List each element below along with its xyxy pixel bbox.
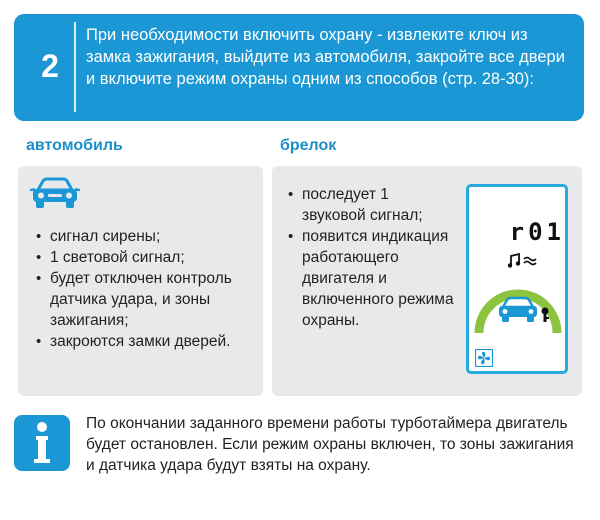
column-title-car: автомобиль [26,137,123,154]
list-item: • будет отключен контроль датчика удара, и зоны зажигания; [34,268,259,331]
info-note: По окончании заданного времени работы турботаймера двигатель будет остановлен. Если режим охраны включен, то зоны зажигания и датчика удара будут взяты на охрану. [86,415,574,474]
fob-display-code: r01 [509,218,565,246]
fob-panel [272,166,582,396]
fob-engine-indicator [473,277,563,337]
music-note-icon [507,253,547,269]
fan-icon [475,349,493,367]
list-item: • закроются замки дверей. [34,331,259,352]
list-item: • сигнал сирены; [34,226,259,247]
list-item: • последует 1 звуковой сигнал; [286,184,456,226]
fob-signal-list [286,184,456,331]
info-icon [14,415,70,471]
car-icon [30,176,80,210]
step-instruction: При необходимости включить охрану - извлеките ключ из замка зажигания, выйдите из автомобиля, закройте все двери и включите режим охраны одним из способов (стр. 28-30): [86,26,565,88]
car-signal-list [34,226,259,352]
step-number: 2 [41,48,59,84]
list-item: • появится индикация работающего двигателя и включенного режима охраны. [286,226,456,331]
car-icon [499,298,537,322]
column-title-fob: брелок [280,137,337,154]
car-panel [18,166,263,396]
step-number-box [26,22,76,112]
step-banner [14,14,584,121]
fob-display [466,184,568,374]
list-item: • 1 световой сигнал; [34,247,259,268]
